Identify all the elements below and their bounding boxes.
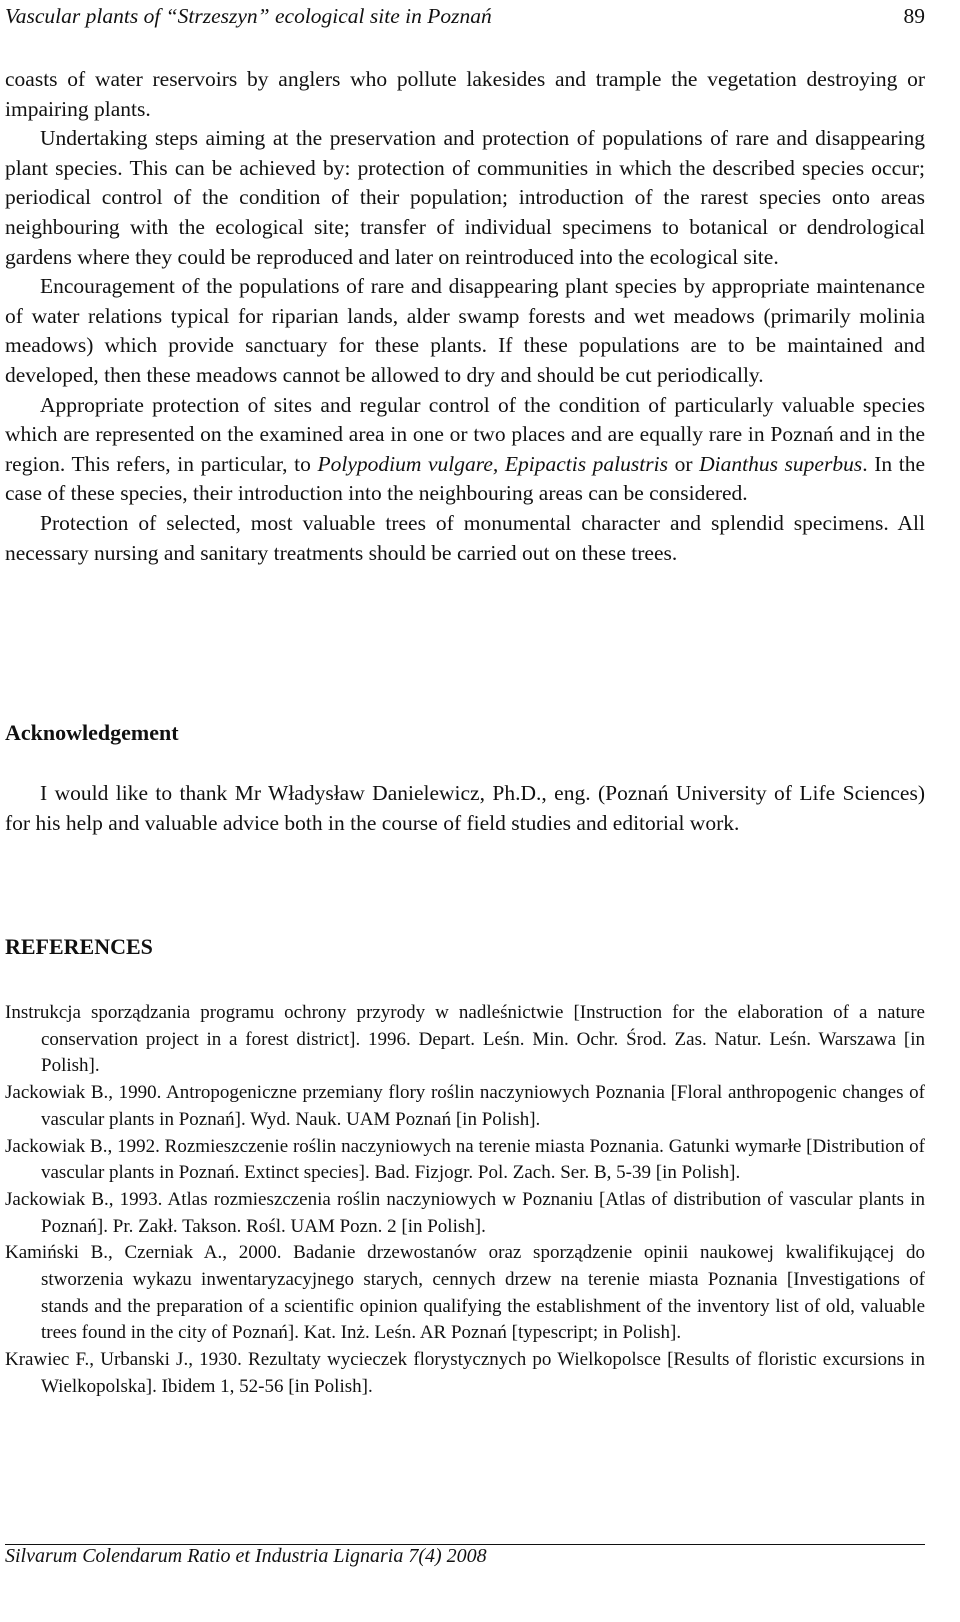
species-name: Dianthus superbus: [699, 451, 863, 476]
acknowledgement-heading: Acknowledgement: [5, 720, 179, 745]
paragraph-preservation: Undertaking steps aiming at the preservation and protection of populations of rare and disappearing plant species. This can be achieved by: protection of communities in which the described species occur; periodical control of the condition of their population; introduction of the rarest species onto areas neighbouring with the ecological site; transfer of individual specimens to botanical or dendrological gardens where they could be reproduced and later on reintroduced into the ecological site.: [5, 126, 925, 269]
paragraph-trees: Protection of selected, most valuable trees of monumental character and splendid specimens. All necessary nursing and sanitary treatments should be carried out on these trees.: [5, 510, 925, 565]
reference-item: Jackowiak B., 1992. Rozmieszczenie roślin naczyniowych na terenie miasta Poznania. Gatunki wymarłe [Distribution of vascular plants in Poznań. Extinct species]. Bad. Fizjogr. Pol. Zach. Ser. B, 5-39 [in Polish].: [5, 1135, 925, 1184]
document-page: [5, 0, 925, 1622]
text-span: or: [667, 451, 700, 476]
running-title: Vascular plants of “Strzeszyn” ecological site in Poznań: [5, 4, 492, 28]
paragraph-encouragement: Encouragement of the populations of rare and disappearing plant species by appropriate maintenance of water relations typical for riparian lands, alder swamp forests and wet meadows (primarily molinia meadows) which provide sanctuary for these plants. If these populations are to be maintained and developed, then these meadows cannot be allowed to dry and should be cut periodically.: [5, 274, 925, 387]
reference-item: Kamiński B., Czerniak A., 2000. Badanie drzewostanów oraz sporządzenie opinii naukowej kwalifikującej do stworzenia wykazu inwentaryzacyjnego starych, cennych drzew na terenie miasta Poznania [Investigations of stands and the preparation of a scientific opinion qualifying the establishment of the inventory list of old, valuable trees found in the city of Poznań]. Kat. Inż. Leśn. AR Poznań [typescript; in Polish].: [5, 1242, 925, 1344]
reference-item: Krawiec F., Urbanski J., 1930. Rezultaty wycieczek florystycznych po Wielkopolsce [Results of floristic excursions in Wielkopolska]. Ibidem 1, 52-56 [in Polish].: [5, 1349, 925, 1397]
acknowledgement-text: I would like to thank Mr Władysław Danielewicz, Ph.D., eng. (Poznań University of Life Sciences) for his help and valuable advice both in the course of field studies and editorial work.: [5, 781, 925, 835]
reference-item: Instrukcja sporządzania programu ochrony przyrody w nadleśnictwie [Instruction for the elaboration of a nature conservation project in a forest district]. 1996. Depart. Leśn. Min. Ochr. Środ. Zas. Natur. Leśn. Warszawa [in Polish].: [5, 1002, 925, 1077]
species-names: Polypodium vulgare, Epipactis palustris: [317, 451, 668, 476]
paragraph-continuation: coasts of water reservoirs by anglers who pollute lakesides and trample the vegetation destroying or impairing plants.: [5, 67, 925, 121]
reference-item: Jackowiak B., 1990. Antropogeniczne przemiany flory roślin naczyniowych Poznania [Floral anthropogenic changes of vascular plants in Poznań]. Wyd. Nauk. UAM Poznań [in Polish].: [5, 1082, 925, 1130]
running-header: [5, 2, 925, 30]
reference-list: [5, 1000, 925, 1401]
body-text: [5, 65, 925, 568]
references-heading: REFERENCES: [5, 934, 153, 959]
text-span: Appropriate protection of sites and regular control of the condition of particularly valuable species which are represented on the examined area in one or two places and are equally rare in Poznań and in the region. This refers, in particular, to: [5, 392, 925, 476]
journal-footer: Silvarum Colendarum Ratio et Industria Lignaria 7(4) 2008: [5, 1545, 487, 1567]
text-span: . In the case of these species, their introduction into the neighbouring areas can be considered.: [5, 451, 925, 506]
paragraph-site-protection: [5, 391, 925, 509]
page-number: 89: [903, 4, 925, 28]
reference-item: Jackowiak B., 1993. Atlas rozmieszczenia roślin naczyniowych w Poznaniu [Atlas of distribution of vascular plants in Poznań]. Pr. Zakł. Takson. Rośl. UAM Pozn. 2 [in Polish].: [5, 1188, 925, 1237]
